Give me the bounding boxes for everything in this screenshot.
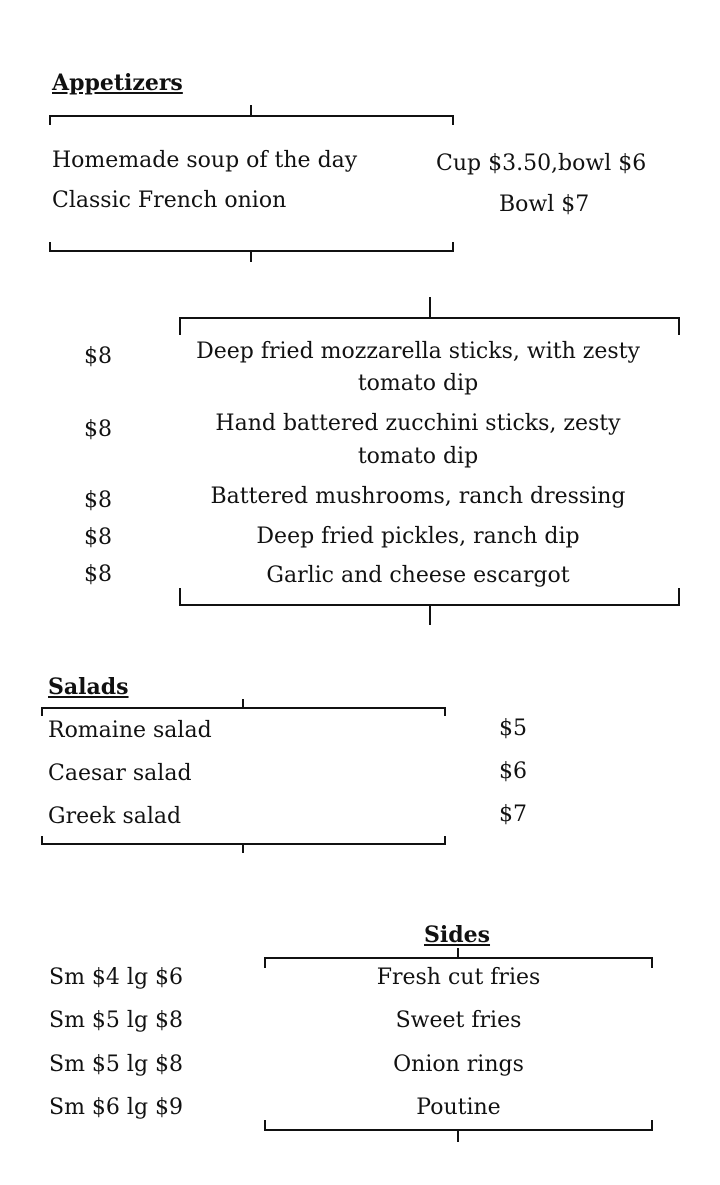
menu-item-name: Garlic and cheese escargot [266, 563, 570, 588]
menu-item-price: Bowl $7 [499, 192, 590, 217]
menu-item-price: Cup $3.50,bowl $6 [436, 151, 647, 176]
salads-heading: Salads [48, 674, 129, 700]
menu-item-name: Romaine salad [48, 718, 212, 743]
bracket-bottom [50, 242, 453, 262]
menu-item-name-cont: tomato dip [357, 371, 479, 396]
menu-item-name: Greek salad [48, 804, 182, 829]
bracket-top [180, 297, 679, 335]
bracket-bottom [42, 836, 445, 853]
menu-item-price: $8 [84, 417, 112, 442]
menu-item-price: $8 [84, 344, 112, 369]
appetizers-heading: Appetizers [52, 70, 183, 96]
menu-item-name: Caesar salad [48, 761, 192, 786]
menu-item-name: Fresh cut fries [376, 965, 541, 990]
sides-heading: Sides [424, 922, 491, 948]
menu-item-price: Sm $5 lg $8 [49, 1008, 184, 1033]
bracket-top [42, 699, 445, 716]
menu-item-price: $5 [499, 716, 527, 741]
menu-item-name: Homemade soup of the day [52, 148, 358, 173]
menu-item-name: Poutine [416, 1095, 501, 1120]
menu-item-name: Battered mushrooms, ranch dressing [210, 484, 626, 509]
bracket-top [50, 105, 453, 125]
menu-item-name-cont: tomato dip [357, 444, 479, 469]
menu-item-price: $7 [499, 802, 527, 827]
menu-item-price: Sm $4 lg $6 [49, 965, 184, 990]
menu-item-price: Sm $6 lg $9 [49, 1095, 184, 1120]
bracket-bottom [265, 1120, 652, 1142]
menu-item-price: $8 [84, 525, 112, 550]
menu-item-name: Onion rings [393, 1052, 524, 1077]
menu-item-price: $6 [499, 759, 527, 784]
menu-item-name: Hand battered zucchini sticks, zesty [215, 411, 621, 436]
menu-item-price: $8 [84, 562, 112, 587]
menu-item-price: Sm $5 lg $8 [49, 1052, 184, 1077]
bracket-bottom [180, 588, 679, 625]
menu-item-price: $8 [84, 488, 112, 513]
menu-item-name: Deep fried mozzarella sticks, with zesty [196, 339, 640, 364]
menu-item-name: Deep fried pickles, ranch dip [256, 524, 580, 549]
menu-item-name: Classic French onion [52, 188, 287, 213]
menu-item-name: Sweet fries [395, 1008, 522, 1033]
